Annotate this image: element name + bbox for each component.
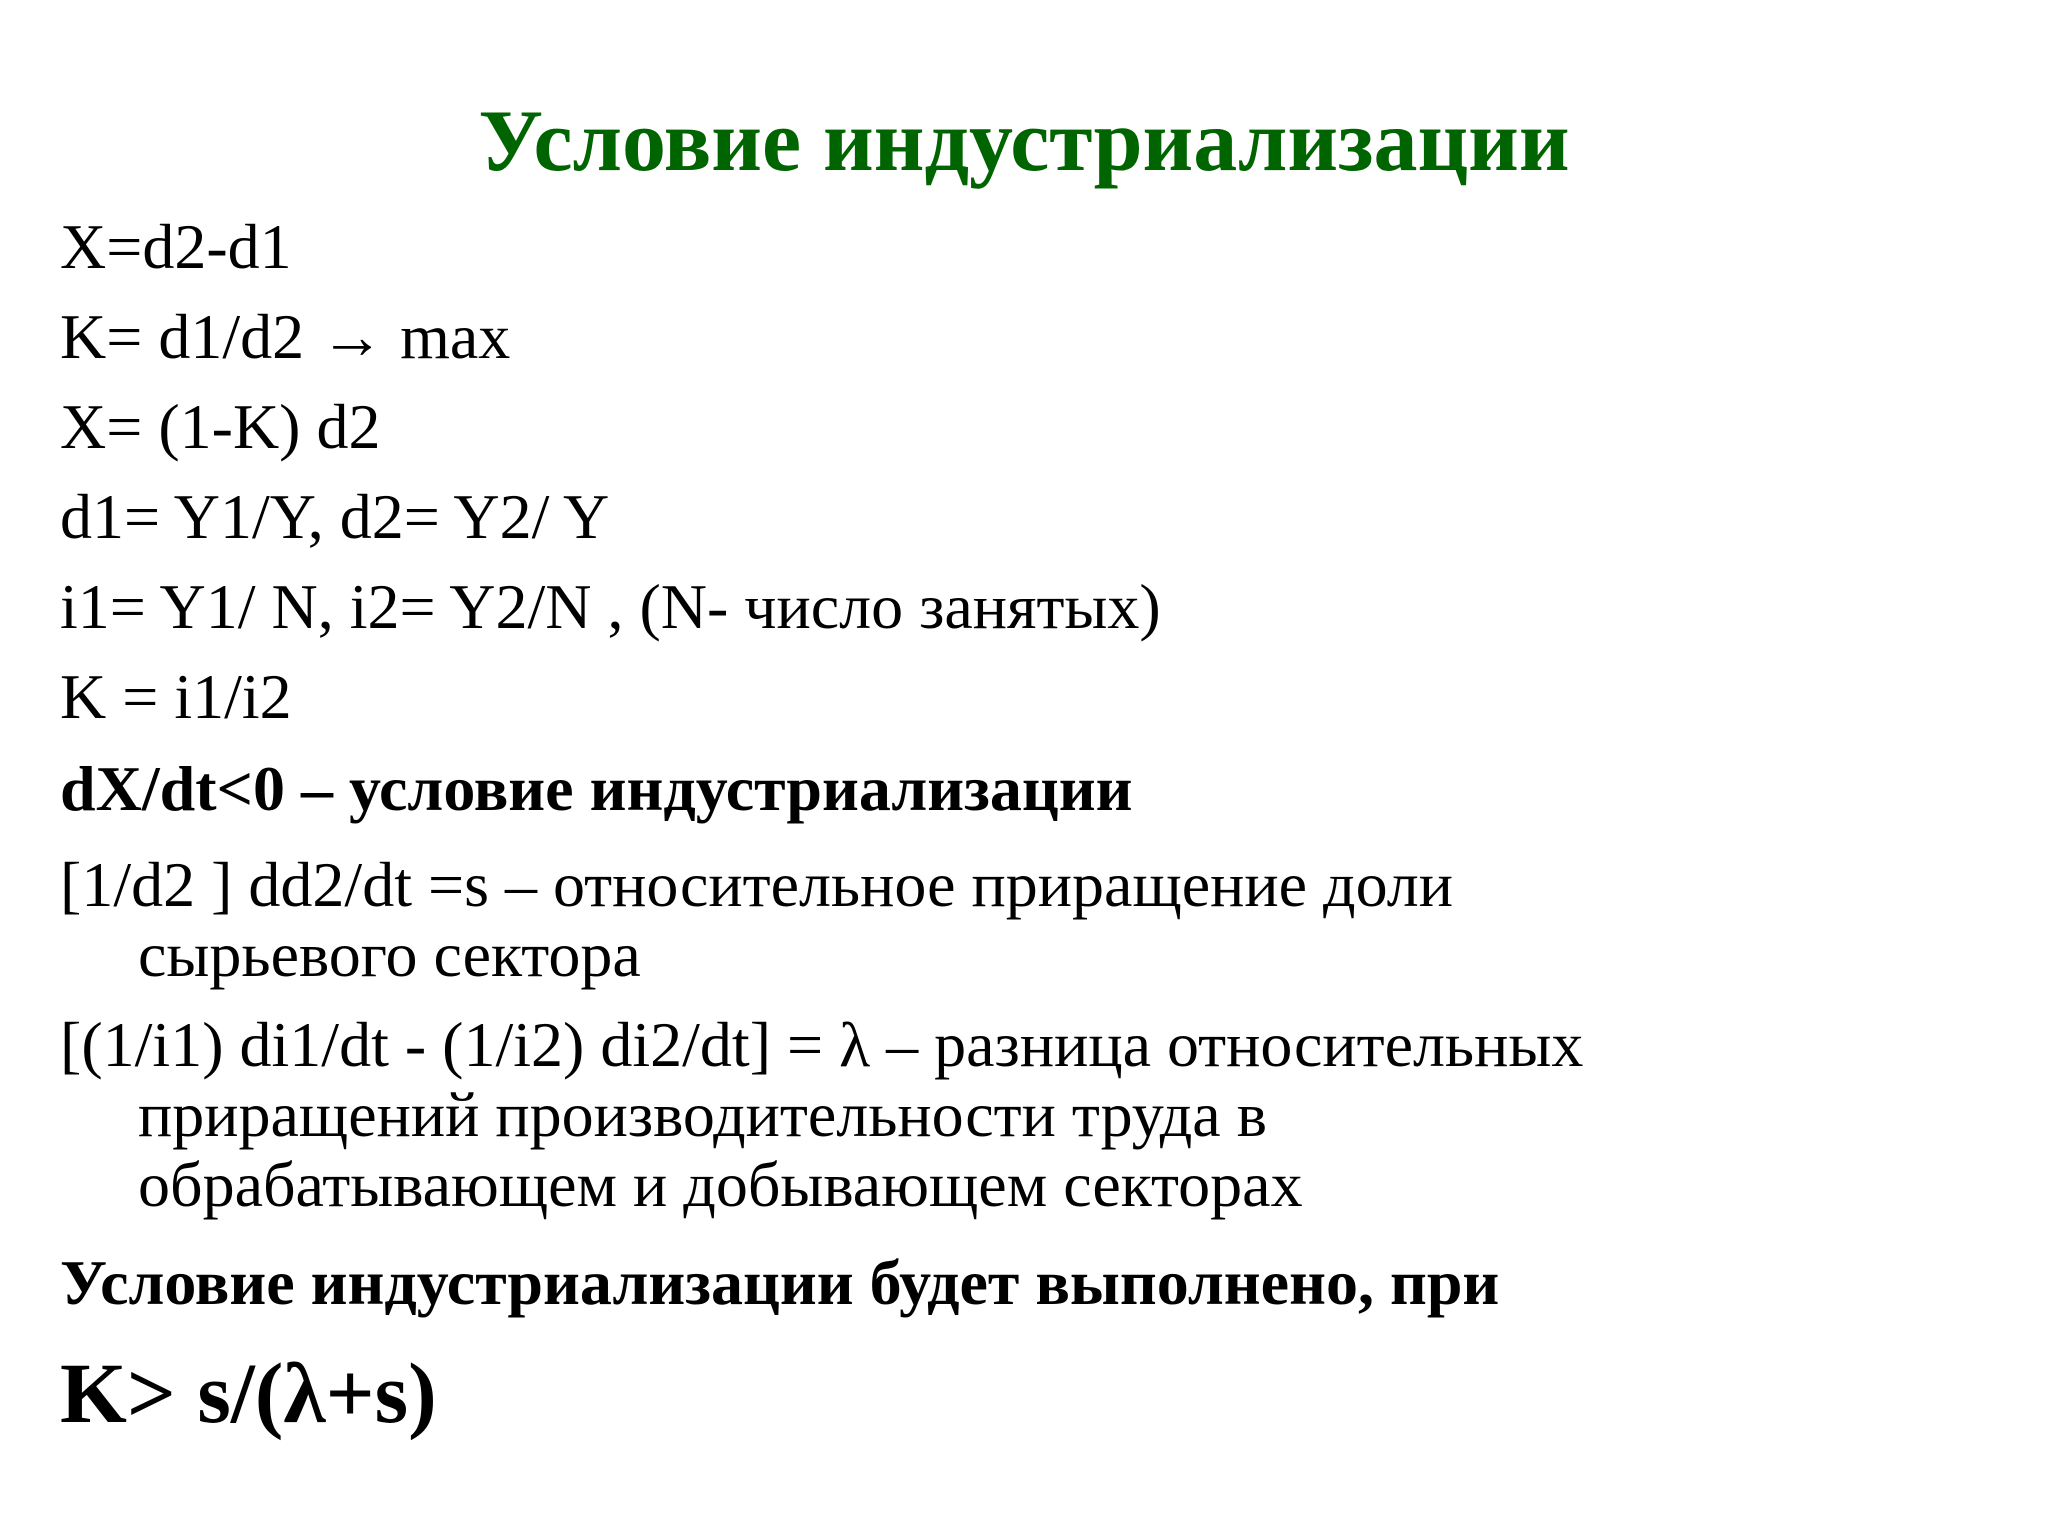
formula-k-ratio: K = i1/i2 bbox=[60, 661, 292, 732]
formula-lambda-definition: [(1/i1) di1/dt - (1/i2) di2/dt] = λ – разница относительных bbox=[60, 1009, 1584, 1080]
conclusion-formula: K> s/(λ+s) bbox=[60, 1345, 437, 1441]
formula-s-definition-continued: сырьевого сектора bbox=[138, 919, 641, 990]
formula-shares: d1= Y1/Y, d2= Y2/ Y bbox=[60, 481, 610, 552]
formula-s-definition: [1/d2 ] dd2/dt =s – относительное приращение доли bbox=[60, 849, 1453, 920]
formula-lambda-continued-2: обрабатывающем и добывающем секторах bbox=[138, 1149, 1303, 1220]
industrialization-condition-statement: dX/dt<0 – условие индустриализации bbox=[60, 753, 1133, 824]
formula-k-max: K= d1/d2 → max bbox=[60, 301, 511, 372]
formula-x-definition: X=d2-d1 bbox=[60, 211, 292, 282]
formula-lambda-continued-1: приращений производительности труда в bbox=[138, 1079, 1267, 1150]
formula-x-from-k: X= (1-K) d2 bbox=[60, 391, 381, 462]
slide-title: Условие индустриализации bbox=[478, 93, 1570, 190]
formula-productivity: i1= Y1/ N, i2= Y2/N , (N- число занятых) bbox=[60, 571, 1161, 642]
conclusion-statement: Условие индустриализации будет выполнено, при bbox=[60, 1247, 1500, 1318]
